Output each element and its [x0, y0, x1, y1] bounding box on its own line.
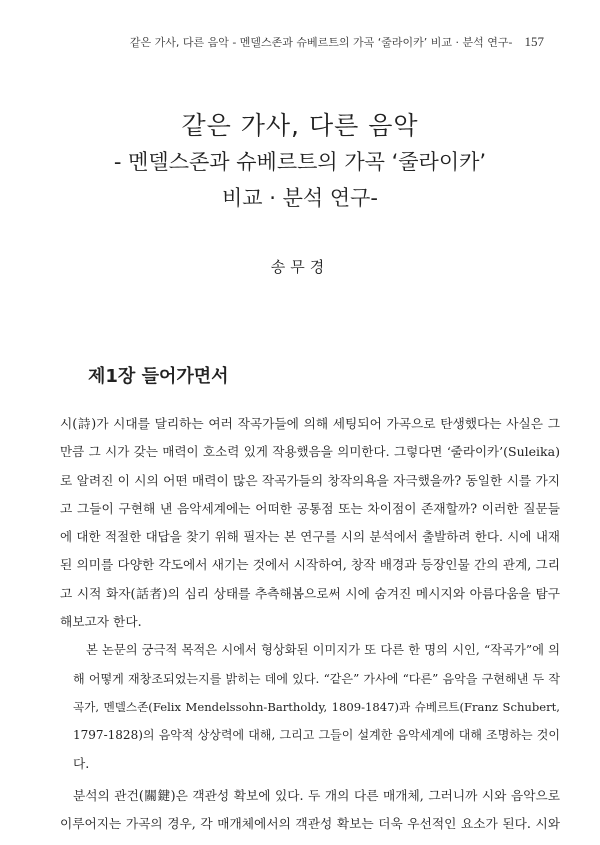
text-line: 다.: [73, 755, 90, 771]
text-line: 분석의 관건(關鍵)은 객관성 확보에 있다. 두 개의 다른 매개체, 그러니까 시와 음악으로: [73, 787, 560, 803]
paragraph-3: [60, 782, 560, 839]
author-name: 송무경: [270, 258, 330, 276]
text-line: 에 대한 적절한 대답을 찾기 위해 필자는 본 연구를 시의 분석에서 출발하려 한다. 시에 내재: [60, 529, 560, 545]
text-line: 고 시적 화자(話者)의 심리 상태를 추측해봄으로써 시에 숨겨진 메시지와 아름다움을 탐구: [60, 585, 560, 601]
paper-subtitle-line2: 비교 · 분석 연구-: [222, 186, 378, 210]
text-line: 해보고자 한다.: [60, 614, 142, 630]
running-title: 같은 가사, 다른 음악 - 멘델스존과 슈베르트의 가곡 ‘줄라이카’ 비교 · 분석 연구-: [129, 36, 513, 49]
paragraph-2: [60, 636, 560, 777]
text-line: 로 알려진 이 시의 어떤 매력이 많은 작곡가들의 창작의욕을 자극했을까? 동일한 시를 가지: [60, 472, 560, 488]
text-line: 해 어떻게 재창조되었는지를 밝히는 데에 있다. “같은” 가사에 “다른” 음악을 구현해낸 두 작: [73, 671, 560, 686]
title-block: [0, 108, 600, 216]
text-line: 시(詩)가 시대를 달리하는 여러 작곡가들에 의해 세팅되어 가곡으로 탄생했다는 사실은 그: [60, 416, 560, 431]
paper-subtitle-line1: - 멘델스존과 슈베르트의 가곡 ‘줄라이카’: [113, 150, 487, 174]
paragraph-1: [60, 410, 560, 636]
page-number: 157: [524, 34, 544, 49]
section-heading: 제1장 들어가면서: [88, 366, 229, 387]
text-line: 1797-1828)의 음악적 상상력에 대해, 그리고 그들이 설계한 음악세계에 대해 조명하는 것이: [73, 728, 560, 743]
text-line: 만큼 그 시가 갖는 매력이 호소력 있게 작용했음을 의미한다. 그렇다면 ‘줄라이카’(Suleika): [60, 444, 560, 460]
running-header: [130, 34, 544, 50]
body-text: [60, 410, 560, 838]
text-line: 된 의미를 다양한 각도에서 새기는 것에서 시작하여, 창작 배경과 등장인물 간의 관계, 그리: [60, 557, 560, 573]
text-line: 곡가, 멘델스존(Felix Mendelssohn-Bartholdy, 1809-1847)과 슈베르트(Franz Schubert,: [73, 699, 560, 714]
paper-title: 같은 가사, 다른 음악: [181, 111, 419, 140]
text-line: 이루어지는 가곡의 경우, 각 매개체에서의 객관성 확보는 더욱 우선적인 요소가 된다. 시와: [60, 816, 560, 832]
text-line: 본 논문의 궁극적 목적은 시에서 형상화된 이미지가 또 다른 한 명의 시인, “작곡가”에 의: [86, 643, 560, 658]
text-line: 고 그들이 구현해 낸 음악세계에는 어떠한 공통점 또는 차이점이 존재할까? 이러한 질문들: [60, 500, 560, 516]
